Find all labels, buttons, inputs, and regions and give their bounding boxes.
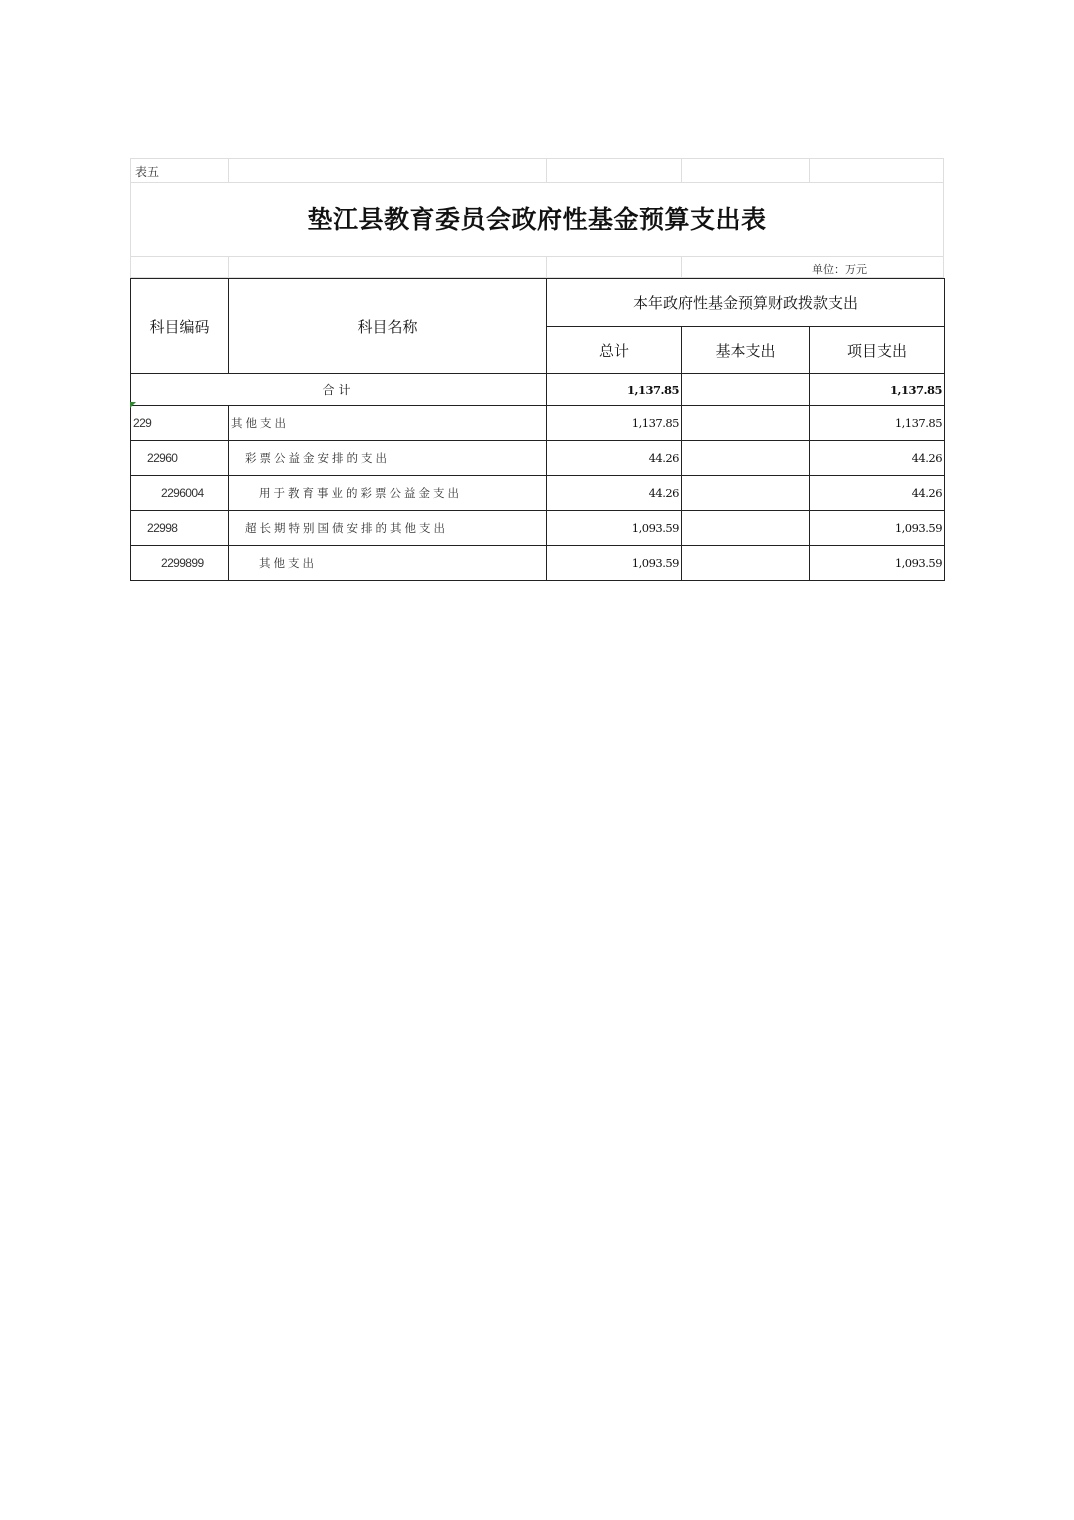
- table-row: [131, 546, 945, 581]
- total-row: [131, 374, 945, 406]
- header-project: 项目支出: [810, 327, 945, 374]
- row-name: 其他支出: [229, 406, 547, 441]
- page-title: 垫江县教育委员会政府性基金预算支出表: [307, 205, 767, 234]
- row-code: 2299899: [131, 546, 229, 581]
- header-total: 总计: [547, 327, 682, 374]
- row-project: 44.26: [810, 476, 945, 511]
- row-name: 超长期特别国债安排的其他支出: [229, 511, 547, 546]
- budget-table: [130, 278, 945, 581]
- table-row: [131, 476, 945, 511]
- row-project: 44.26: [810, 441, 945, 476]
- row-basic: [682, 546, 810, 581]
- row-name: 用于教育事业的彩票公益金支出: [229, 476, 547, 511]
- total-project: 1,137.85: [810, 374, 945, 406]
- row-total: 1,093.59: [547, 546, 682, 581]
- row-code: 22960: [131, 441, 229, 476]
- table-row: [131, 511, 945, 546]
- row-basic: [682, 476, 810, 511]
- table-row: [131, 441, 945, 476]
- row-basic: [682, 511, 810, 546]
- total-total: 1,137.85: [547, 374, 682, 406]
- total-basic: [682, 374, 810, 406]
- unit-label: 单位：万元: [812, 263, 867, 276]
- row-code: 229: [131, 406, 229, 441]
- row-total: 1,137.85: [547, 406, 682, 441]
- row-name: 其他支出: [229, 546, 547, 581]
- row-code: 2296004: [131, 476, 229, 511]
- row-total: 44.26: [547, 476, 682, 511]
- row-project: 1,137.85: [810, 406, 945, 441]
- cell-comment-marker-icon: [130, 402, 136, 408]
- total-label: 合计: [131, 374, 547, 406]
- row-code: 22998: [131, 511, 229, 546]
- header-basic: 基本支出: [682, 327, 810, 374]
- row-total: 1,093.59: [547, 511, 682, 546]
- row-project: 1,093.59: [810, 511, 945, 546]
- row-basic: [682, 406, 810, 441]
- table-row: [131, 406, 945, 441]
- header-code: 科目编码: [131, 279, 229, 374]
- row-total: 44.26: [547, 441, 682, 476]
- header-name: 科目名称: [229, 279, 547, 374]
- table-number-label: 表五: [135, 165, 160, 179]
- row-basic: [682, 441, 810, 476]
- header-group: 本年政府性基金预算财政拨款支出: [547, 279, 945, 327]
- row-project: 1,093.59: [810, 546, 945, 581]
- row-name: 彩票公益金安排的支出: [229, 441, 547, 476]
